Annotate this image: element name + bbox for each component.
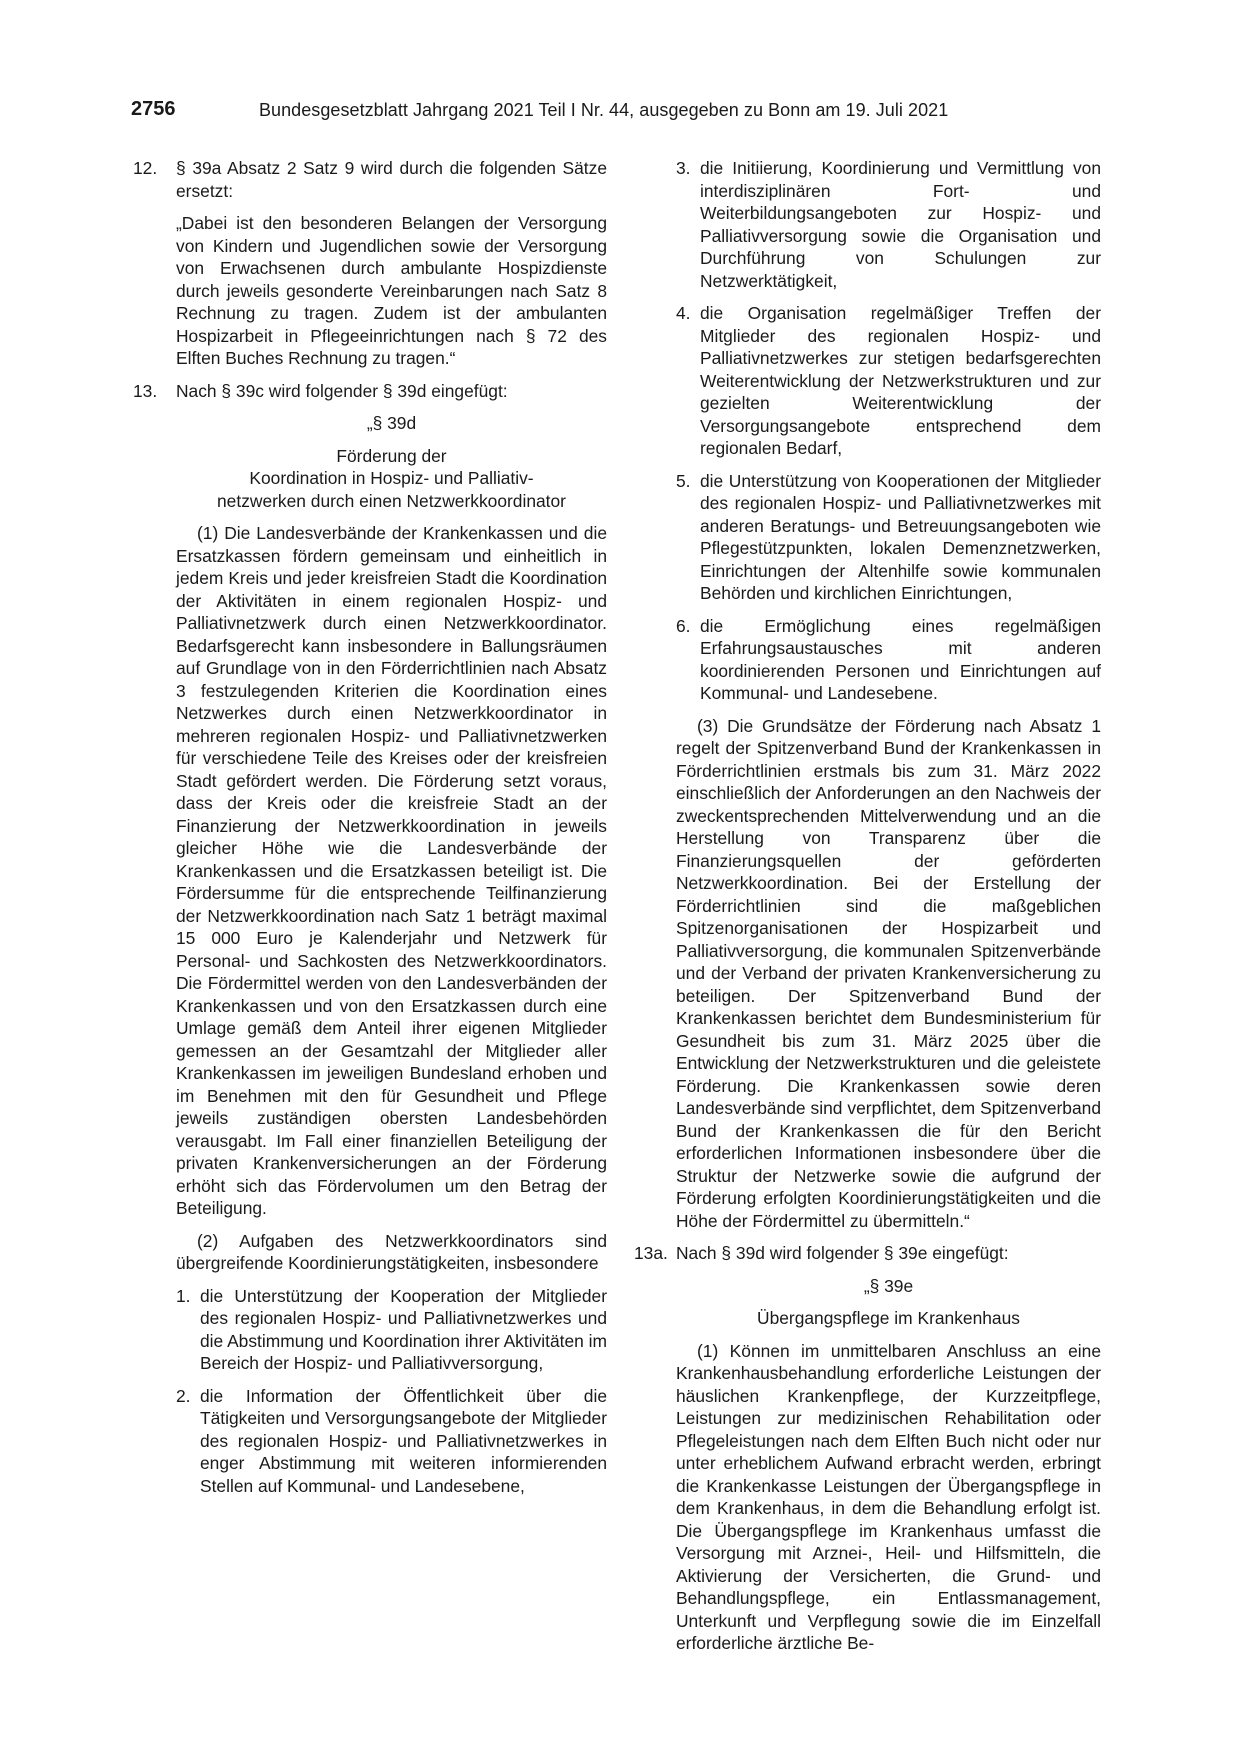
- list-text: die Initiierung, Koordinierung und Vermittlung von interdisziplinären Fort- und Weiterbildungsangeboten zur Hospiz- und Palliativversorgung sowie die Organisation und Durchführung von Schulungen zur Netzwerktätigkeit,: [700, 158, 1101, 291]
- amendment-item-13: [133, 380, 607, 403]
- amendment-item-12: [133, 157, 607, 202]
- section-heading: „§ 39d: [366, 413, 417, 433]
- section-title: Übergangspflege im Krankenhaus: [757, 1308, 1020, 1328]
- list-text: die Unterstützung der Kooperation der Mitglieder des regionalen Hospiz- und Palliativnetzwerkes und die Abstimmung und Koordination ihrer Aktivitäten im Bereich der Hospiz- und Palliativversorgung,: [200, 1285, 607, 1373]
- section-39e: [676, 1275, 1101, 1655]
- list-text: die Information der Öffentlichkeit über die Tätigkeiten und Versorgungsangebote der Mitglieder des regionalen Hospiz- und Palliativnetzwerkes in enger Abstimmung mit weiteren informierenden Stellen auf Kommunal- und Landesebene,: [200, 1385, 607, 1496]
- amendment-item-13a: [634, 1242, 1101, 1265]
- item-number: 13.: [133, 380, 158, 401]
- list-item-1: [176, 1285, 607, 1375]
- list-item-4: [676, 302, 1101, 460]
- list-text: die Ermöglichung eines regelmäßigen Erfahrungsaustausches mit anderen koordinierenden Personen und Einrichtungen auf Kommunal- und Landesebene.: [700, 615, 1101, 703]
- section-title-line: Koordination in Hospiz- und Palliativ-: [249, 468, 534, 488]
- list-item-6: [676, 615, 1101, 705]
- section-title-line: netzwerken durch einen Netzwerkkoordinator: [217, 490, 566, 511]
- list-item-3: [676, 157, 1101, 292]
- section-title: [176, 445, 607, 513]
- list-number: 2.: [176, 1385, 191, 1406]
- left-column: [133, 157, 607, 1507]
- right-column: [634, 157, 1101, 1665]
- list-number: 6.: [676, 615, 691, 636]
- quoted-text: „Dabei ist den besonderen Belangen der Versorgung von Kindern und Jugendlichen sowie der Versorgung von Erwachsenen durch ambulante Hospizdienste durch jeweils gesonderte Vereinbarungen nach Satz 8 Rechnung zu tragen. Zudem ist der ambulanten Hospizarbeit in Pflegeeinrichtungen nach § 72 des Elften Buches Rechnung zu tragen.“: [176, 213, 607, 368]
- item-number: 13a.: [634, 1243, 668, 1263]
- running-head: Bundesgesetzblatt Jahrgang 2021 Teil I Nr. 44, ausgegeben zu Bonn am 19. Juli 2021: [259, 100, 949, 120]
- list-item-2: [176, 1385, 607, 1498]
- section-heading: „§ 39e: [863, 1275, 914, 1296]
- list-number: 1.: [176, 1285, 191, 1306]
- list-text: die Unterstützung von Kooperationen der Mitglieder des regionalen Hospiz- und Palliativnetzwerkes mit anderen Beratungs- und Betreuungsangeboten wie Pflegestützpunkten, lokalen Demenznetzwerken, Einrichtungen der Altenhilfe sowie kommunalen Behörden und kirchlichen Einrichtungen,: [700, 470, 1101, 603]
- list-text: die Organisation regelmäßiger Treffen der Mitglieder des regionalen Hospiz- und Palliativnetzwerkes zur stetigen bedarfsgerechten Weiterentwicklung der Netzwerkstrukturen und zur gezielten Weiterentwicklung der Versorgungsangebote entsprechend dem regionalen Bedarf,: [700, 303, 1101, 458]
- list-number: 5.: [676, 470, 691, 491]
- paragraph-1: (1) Die Landesverbände der Krankenkassen und die Ersatzkassen fördern gemeinsam und einheitlich in jedem Kreis und jeder kreisfreien Stadt die Koordination der Aktivitäten in einem regionalen Hospiz- und Palliativnetzwerk durch einen Netzwerkkoordinator. Bedarfsgerecht kann insbesondere in Ballungsräumen auf Grundlage von in den Förderrichtlinien nach Absatz 3 festzulegenden Kriterien die Koordination eines Netzwerkes durch einen Netzwerkkoordinator in mehreren regionalen Hospiz- und Palliativnetzwerken für verschiedene Teile des Kreises oder der kreisfreien Stadt gefördert werden. Die Förderung setzt voraus, dass der Kreis oder die kreisfreie Stadt an der Finanzierung der Netzwerkkoordination in jeweils gleicher Höhe wie die Landesverbände der Krankenkassen und die Ersatzkassen beteiligt ist. Die Fördersumme für die entsprechende Teilfinanzierung der Netzwerkkoordination nach Satz 1 beträgt maximal 15 000 Euro je Kalenderjahr und Netzwerk für Personal- und Sachkosten des Netzwerkkoordinators. Die Fördermittel werden von den Landesverbänden der Krankenkassen und von den Ersatzkassen durch eine Umlage gemäß dem Anteil ihrer eigenen Mitglieder gemessen an der Gesamtzahl der Mitglieder aller Krankenkassen im jeweiligen Bundesland erhoben und im Benehmen mit den für Gesundheit und Pflege jeweils zuständigen obersten Landesbehörden verausgabt. Im Fall einer finanziellen Beteiligung der privaten Krankenversicherungen an der Förderung erhöht sich das Fördervolumen um den Betrag der Beteiligung.: [176, 523, 607, 1218]
- paragraph-2: (2) Aufgaben des Netzwerkkoordinators sind übergreifende Koordinierungstätigkeiten, insbesondere: [176, 1230, 607, 1273]
- item-number: 12.: [133, 158, 158, 178]
- paragraph-3: (3) Die Grundsätze der Förderung nach Absatz 1 regelt der Spitzenverband Bund der Krankenkassen in Förderrichtlinien erstmals bis zum 31. März 2022 einschließlich der Anforderungen an den Nachweis der zweckentsprechenden Mittelverwendung und an die Herstellung von Transparenz über die Finanzierungsquellen der geförderten Netzwerkkoordination. Bei der Erstellung der Förderrichtlinien sind die maßgeblichen Spitzenorganisationen der Hospizarbeit und Palliativversorgung, die kommunalen Spitzenverbände und der Verband der privaten Krankenversicherung zu beteiligen. Der Spitzenverband Bund der Krankenkassen berichtet dem Bundesministerium für Gesundheit bis zum 31. März 2025 über die Entwicklung der Netzwerkstrukturen und die geleistete Förderung. Die Krankenkassen sowie deren Landesverbände sind verpflichtet, dem Spitzenverband Bund der Krankenkassen die für den Bericht erforderlichen Informationen insbesondere über die Struktur der Netzwerke sowie die aufgrund der Förderung erfolgten Koordinierungstätigkeiten und die Höhe der Fördermittel zu übermitteln.“: [676, 715, 1101, 1231]
- section-title-line: Förderung der: [336, 445, 447, 466]
- paragraph-1: (1) Können im unmittelbaren Anschluss an eine Krankenhausbehandlung erforderliche Leistungen der häuslichen Krankenpflege, der Kurzzeitpflege, Leistungen zur medizinischen Rehabilitation oder Pflegeleistungen nach dem Elften Buch nicht oder nur unter erheblichem Aufwand erbracht werden, erbringt die Krankenkasse Leistungen der Übergangspflege in dem Krankenhaus, in dem die Behandlung erfolgt ist. Die Übergangspflege im Krankenhaus umfasst die Versorgung mit Arznei-, Heil- und Hilfsmitteln, die Aktivierung der Versicherten, die Grund- und Behandlungspflege, ein Entlassmanagement, Unterkunft und Verpflegung sowie die im Einzelfall erforderliche ärztliche Be-: [676, 1340, 1101, 1653]
- item-text: Nach § 39d wird folgender § 39e eingefügt:: [676, 1243, 1009, 1263]
- page-number: 2756: [131, 98, 176, 120]
- item-text: Nach § 39c wird folgender § 39d eingefügt:: [176, 380, 508, 401]
- list-number: 4.: [676, 303, 691, 323]
- list-item-5: [676, 470, 1101, 605]
- section-39d: [133, 412, 607, 1497]
- item-text: § 39a Absatz 2 Satz 9 wird durch die folgenden Sätze ersetzt:: [176, 158, 607, 201]
- list-number: 3.: [676, 158, 691, 178]
- page-header: [131, 98, 1111, 124]
